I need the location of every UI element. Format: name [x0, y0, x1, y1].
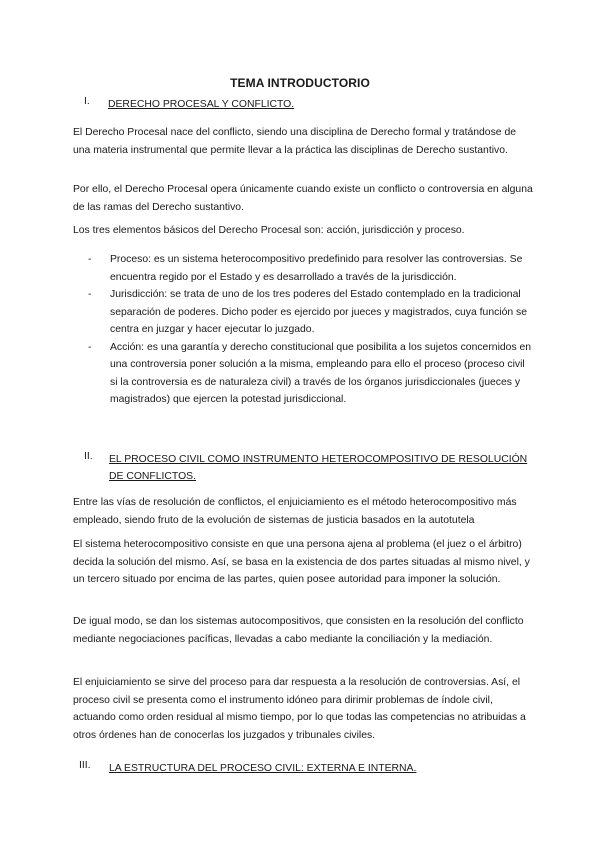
section-number: III. — [79, 760, 91, 771]
bullet-marker: - — [88, 254, 92, 265]
section-number: I. — [84, 96, 90, 107]
list-item — [88, 251, 534, 286]
paragraph: De igual modo, se dan los sistemas autocompositivos, que consisten en la resolución del conflicto mediante negociaciones pacíficas, llevadas a cabo mediante la conciliación y la mediación. — [73, 616, 524, 645]
list-item — [88, 286, 534, 339]
bullet-marker: - — [88, 289, 92, 300]
paragraph: Por ello, el Derecho Procesal opera únicamente cuando existe un conflicto o controversia en alguna de las ramas del Derecho sustantivo. — [73, 184, 533, 213]
elements-list — [88, 251, 534, 409]
document-title: TEMA INTRODUCTORIO — [230, 76, 370, 90]
list-item-text: Proceso: es un sistema heterocompositivo predefinido para resolver las controversias. Se encuentra regido por el Estado y es desarrollado a través de la jurisdicción. — [110, 254, 523, 283]
section-heading-2 — [84, 451, 544, 485]
list-item — [88, 339, 534, 409]
list-item-text: Acción: es una garantía y derecho constitucional que posibilita a los sujetos concernidos en una controversia poner solución a la misma, empleando para ello el proceso (proceso civil si la controversia es de naturaleza civil) a través de los órganos jurisdiccionales (jueces y magistrados) que ejercen la potestad jurisdiccional. — [110, 341, 532, 405]
section-number: II. — [84, 451, 93, 462]
paragraph: El Derecho Procesal nace del conflicto, siendo una disciplina de Derecho formal y tratándose de una materia instrumental que permite llevar a la práctica las disciplinas de Derecho sustantivo. — [73, 127, 517, 156]
bullet-marker: - — [88, 341, 92, 353]
paragraph: El enjuiciamiento se sirve del proceso para dar respuesta a la resolución de controversias. Así, el proceso civil se presenta como el instrumento idóneo para dirimir problemas de índole civil, actuando como orden residual al mismo tiempo, por lo que todas las competencias no atribuidas a otros órdenes han de conocerlas los juzgados y tribunales civiles. — [73, 677, 526, 741]
list-item-text: Jurisdicción: se trata de uno de los tres poderes del Estado contemplado en la tradicional separación de poderes. Dicho poder es ejercido por jueces y magistrados, cuya función se centra en juzgar y hacer ejecutar lo juzgado. — [110, 289, 528, 335]
section-title: EL PROCESO CIVIL COMO INSTRUMENTO HETEROCOMPOSITIVO DE RESOLUCIÓN DE CONFLICTOS. — [109, 454, 528, 482]
paragraph: Los tres elementos básicos del Derecho Procesal son: acción, jurisdicción y proceso. — [73, 225, 465, 236]
paragraph: Entre las vías de resolución de conflictos, el enjuiciamiento es el método heterocompositivo más empleado, siendo fruto de la evolución de sistemas de justicia basados en la autotutela — [73, 497, 517, 526]
section-title: DERECHO PROCESAL Y CONFLICTO. — [108, 99, 295, 110]
section-title: LA ESTRUCTURA DEL PROCESO CIVIL: EXTERNA E INTERNA. — [109, 763, 417, 774]
section-heading-3 — [79, 760, 549, 777]
section-heading-1 — [84, 96, 544, 113]
paragraph: El sistema heterocompositivo consiste en que una persona ajena al problema (el juez o el árbitro) decida la solución del mismo. Así, se basa en la existencia de dos partes situadas al mismo nivel, y un tercero situado por encima de las partes, quien posee autoridad para imponer la solución. — [73, 539, 530, 586]
